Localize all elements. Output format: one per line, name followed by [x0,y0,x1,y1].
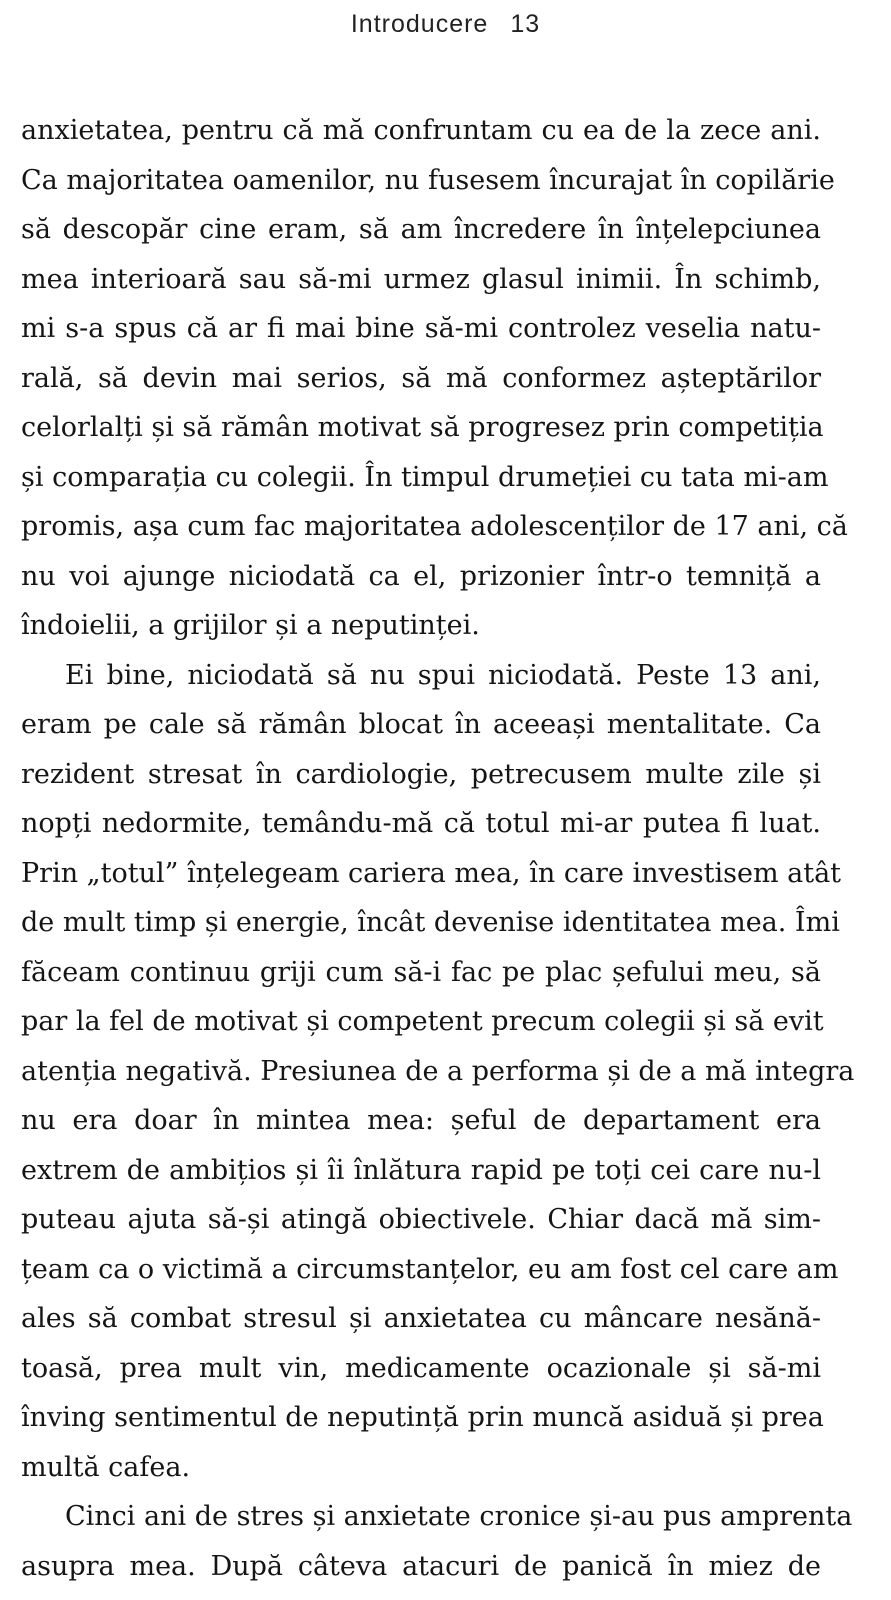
text-line: atenția negativă. Presiunea de a performa și de a mă integra [21,1055,855,1087]
text-line: nopți nedormite, temându-mă că totul mi-ar putea fi luat. [21,808,821,839]
text-line: Prin „totul” înțelegeam cariera mea, în care investisem atât [21,857,842,889]
running-head [0,10,891,39]
section-title: Introducere [350,10,489,38]
page-number: 13 [510,10,541,38]
text-line: de mult timp și energie, încât devenise identitatea mea. Îmi [21,907,840,938]
text-line: celorlalți și să rămân motivat să progresez prin competiția [21,412,824,443]
text-line: rezident stresat în cardiologie, petrecusem multe zile și [21,758,821,790]
text-line: toasă, prea mult vin, medicamente ocazionale și să-mi [21,1352,821,1384]
paragraph [21,651,855,1493]
text-line: Ei bine, niciodată să nu spui niciodată. Peste 13 ani, [65,659,821,691]
text-line: înving sentimentul de neputință prin muncă asiduă și prea [21,1402,824,1433]
text-line: multă cafea. [21,1451,191,1483]
text-line: Ca majoritatea oamenilor, nu fusesem încurajat în copilărie [21,164,835,196]
text-line: anxietatea, pentru că mă confruntam cu ea de la zece ani. [21,115,821,146]
text-line: par la fel de motivat și competent precum colegii și să evit [21,1006,824,1037]
text-line: extrem de ambițios și îi înlătura rapid pe toți cei care nu-l [21,1154,821,1186]
text-line: eram pe cale să rămân blocat în aceeași mentalitate. Ca [21,709,821,740]
paragraph [21,106,848,651]
text-line: mea interioară sau să-mi urmez glasul inimii. În schimb, [21,263,821,295]
text-line: țeam ca o victimă a circumstanțelor, eu am fost cel care am [21,1253,839,1285]
text-line: făceam continuu griji cum să-i fac pe plac șefului meu, să [21,956,821,988]
text-line: și comparația cu colegii. În timpul drumeției cu tata mi-am [21,461,829,493]
text-line: nu era doar în mintea mea: șeful de departament era [21,1105,821,1136]
text-line: promis, așa cum fac majoritatea adolescenților de 17 ani, că [21,511,848,542]
paragraph [21,1492,853,1591]
text-line: Cinci ani de stres și anxietate cronice și-au pus amprenta [65,1501,853,1532]
text-line: mi s-a spus că ar fi mai bine să-mi controlez veselia natu- [21,313,821,344]
text-line: asupra mea. După câteva atacuri de panică în miez de [21,1550,821,1582]
text-line: rală, să devin mai serios, să mă conformez așteptărilor [21,362,821,394]
text-line: nu voi ajunge niciodată ca el, prizonier într-o temniță a [21,560,821,592]
body-text [21,106,855,1591]
text-line: puteau ajuta să-și atingă obiectivele. Chiar dacă mă sim- [21,1204,821,1235]
text-line: să descopăr cine eram, să am încredere în înțelepciunea [21,214,821,245]
text-line: îndoielii, a grijilor și a neputinței. [21,610,480,641]
text-line: ales să combat stresul și anxietatea cu mâncare nesănă- [21,1303,821,1334]
